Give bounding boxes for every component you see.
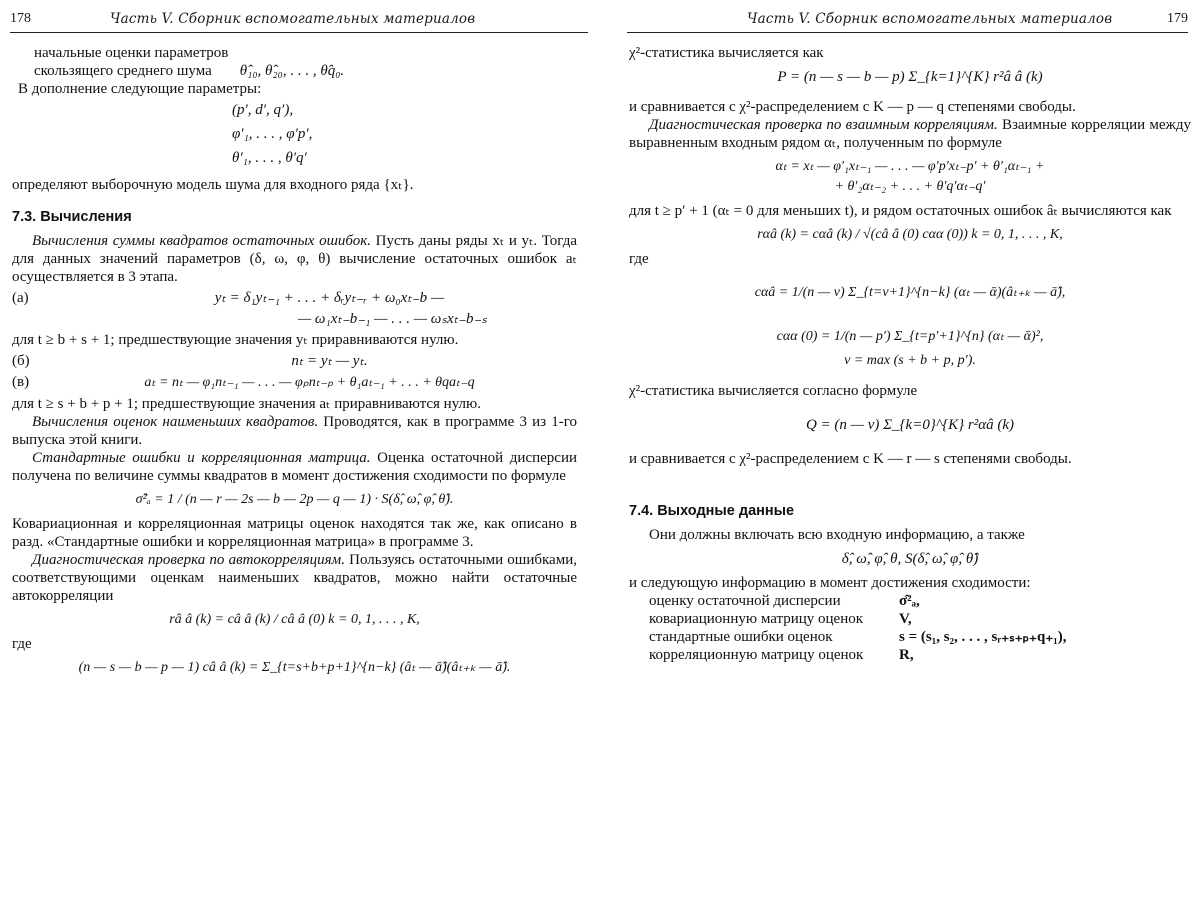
equation: — ω₁xₜ₋b₋₁ — . . . — ωₛxₜ₋b₋ₛ (82, 310, 577, 328)
paragraph-text: Пусть даны ряды xₜ и yₜ. Тогда для данных значений параметров (δ, ω, φ, θ) вычисление остаточных ошибок aₜ осуществляется в 3 этапа. (12, 233, 577, 285)
list-item-value: V, (899, 610, 1199, 628)
paragraph-text: Проводятся, как в программе 3 из 1-го выпуска этой книги. (12, 414, 577, 448)
text-line: В дополнение следующие параметры: (18, 80, 577, 98)
list-item-label: стандартные ошибки оценок (649, 628, 899, 646)
paragraph: для t ≥ p′ + 1 (αₜ = 0 для меньших t), и рядом остаточных ошибок âₜ вычисляются как (629, 202, 1191, 220)
right-page (605, 0, 1200, 922)
paragraph (12, 449, 577, 485)
section-heading: 7.3. Вычисления (12, 208, 577, 226)
equation: yₜ = δ₁yₜ₋₁ + . . . + δᵣyₜ₋ᵣ + ω₀xₜ₋b — (82, 289, 577, 307)
section-heading: 7.4. Выходные данные (629, 502, 1191, 520)
list-item-label: ковариационную матрицу оценок (649, 610, 899, 628)
list-item-value: σ̂²ₐ, (899, 592, 1199, 610)
text-line: χ²-статистика вычисляется согласно формуле (629, 382, 1191, 400)
paragraph (12, 551, 577, 605)
equation-row (12, 352, 577, 370)
page-header (10, 6, 588, 33)
paragraph: для t ≥ s + b + p + 1; предшествующие значения aₜ приравниваются нулю. (12, 395, 577, 413)
paragraph (629, 116, 1191, 152)
paragraph: Они должны включать всю входную информацию, а также (629, 526, 1191, 544)
paragraph: и следующую информацию в момент достижения сходимости: (629, 574, 1191, 592)
equation: cαα (0) = 1/(n — p′) Σ_{t=p′+1}^{n} (αₜ — ᾱ)², (629, 328, 1191, 346)
paragraph: для t ≥ b + s + 1; предшествующие значения yₜ приравниваются нулю. (12, 331, 577, 349)
text-line: где (12, 635, 577, 653)
param-value: θ̂₁₀, θ̂₂₀, . . . , θ̂q₀. (240, 62, 344, 80)
page-body (629, 44, 1191, 664)
formula: θ′₁, . . . , θ′q′ (232, 146, 577, 170)
paragraph (12, 413, 577, 449)
equation-label: (б) (12, 352, 82, 370)
running-head: Часть V. Сборник вспомогательных материалов (110, 11, 475, 27)
text-line: где (629, 250, 1191, 268)
paragraph-lead: Диагностическая проверка по автокорреляциям. (32, 552, 345, 568)
equation: P = (n — s — b — p) Σ_{k=1}^{K} r²â â (k) (629, 68, 1191, 86)
list-item-label: корреляционную матрицу оценок (649, 646, 899, 664)
page-body (12, 44, 577, 683)
equation-label: (в) (12, 373, 42, 391)
left-page (0, 0, 600, 922)
equation: râ â (k) = câ â (k) / câ â (0) k = 0, 1, . . . , K, (12, 611, 577, 629)
paragraph-lead: Стандартные ошибки и корреляционная матрица. (32, 450, 371, 466)
paragraph-text: Взаимные корреляции между выравненным входным рядом αₜ, полученным по формуле (629, 117, 1191, 151)
paragraph-lead: Вычисления суммы квадратов остаточных ошибок. (32, 233, 371, 249)
equation: v = max (s + b + p, p′). (629, 352, 1191, 370)
equation-row (12, 373, 577, 392)
equation: rαâ (k) = cαâ (k) / √(câ â (0) cαα (0)) k = 0, 1, . . . , K, (629, 226, 1191, 244)
output-list (649, 592, 1191, 664)
list-item-value: s = (s₁, s₂, . . . , sᵣ₊ₛ₊ₚ₊q₊₁), (899, 628, 1199, 646)
paragraph: Ковариационная и корреляционная матрицы оценок находятся так же, как описано в разд. «Стандартные ошибки и корреляционная матрица» в программе 3. (12, 515, 577, 551)
equation: nₜ = yₜ — yₜ. (82, 352, 577, 370)
list-item-value: R, (899, 646, 1199, 664)
equation: σ̂²ₐ = 1 / (n — r — 2s — b — 2p — q — 1) · S(δ̂, ω̂, φ̂, θ̂). (12, 491, 577, 509)
paragraph: определяют выборочную модель шума для входного ряда {xₜ}. (12, 176, 577, 194)
paragraph-lead: Вычисления оценок наименьших квадратов. (32, 414, 318, 430)
page-number: 179 (1167, 11, 1188, 27)
paragraph (12, 232, 577, 286)
paragraph-text: Оценка остаточной дисперсии получена по величине суммы квадратов в момент достижения сходимости по формуле (12, 450, 577, 484)
equation-row (12, 289, 577, 307)
list-item-label: оценку остаточной дисперсии (649, 592, 899, 610)
page-header (627, 6, 1188, 33)
paragraph-lead: Диагностическая проверка по взаимным корреляциям. (649, 117, 998, 133)
equation: aₜ = nₜ — φ₁nₜ₋₁ — . . . — φₚnₜ₋ₚ + θ₁aₜ₋₁ + . . . + θqaₜ₋q (42, 374, 577, 392)
equation: + θ′₂αₜ₋₂ + . . . + θ′q′αₜ₋q′ (629, 178, 1191, 196)
page-number: 178 (10, 11, 31, 27)
text-line: начальные оценки параметров (34, 44, 577, 62)
running-head: Часть V. Сборник вспомогательных материалов (747, 11, 1112, 27)
equation: Q = (n — v) Σ_{k=0}^{K} r²αâ (k) (629, 416, 1191, 434)
text-line: χ²-статистика вычисляется как (629, 44, 1191, 62)
equation: αₜ = xₜ — φ′₁xₜ₋₁ — . . . — φ′p′xₜ₋p′ + θ′₁αₜ₋₁ + (629, 158, 1191, 176)
paragraph-text: Пользуясь остаточными ошибками, соответствующими оценкам наименьших квадратов, можно найти остаточные автокорреляции (12, 552, 577, 604)
equation: (n — s — b — p — 1) câ â (k) = Σ_{t=s+b+p+1}^{n−k} (âₜ — ā̂)(âₜ₊ₖ — ā̂). (12, 659, 577, 677)
paragraph: и сравнивается с χ²-распределением с K — p — q степенями свободы. (629, 98, 1191, 116)
param-list (232, 98, 577, 170)
formula: (p′, d′, q′), (232, 98, 577, 122)
equation-row (12, 310, 577, 328)
equation-label: (а) (12, 289, 82, 307)
param-line (34, 62, 577, 80)
formula: φ′₁, . . . , φ′p′, (232, 122, 577, 146)
book-spread (0, 0, 1200, 922)
equation: δ̂, ω̂, φ̂, θ, S(δ̂, ω̂, φ̂, θ̂) (629, 550, 1191, 568)
paragraph: и сравнивается с χ²-распределением с K — r — s степенями свободы. (629, 450, 1191, 468)
equation: cαâ = 1/(n — v) Σ_{t=v+1}^{n−k} (αₜ — ᾱ)(âₜ₊ₖ — ā̂), (629, 284, 1191, 302)
param-label: скользящего среднего шума (34, 62, 212, 80)
